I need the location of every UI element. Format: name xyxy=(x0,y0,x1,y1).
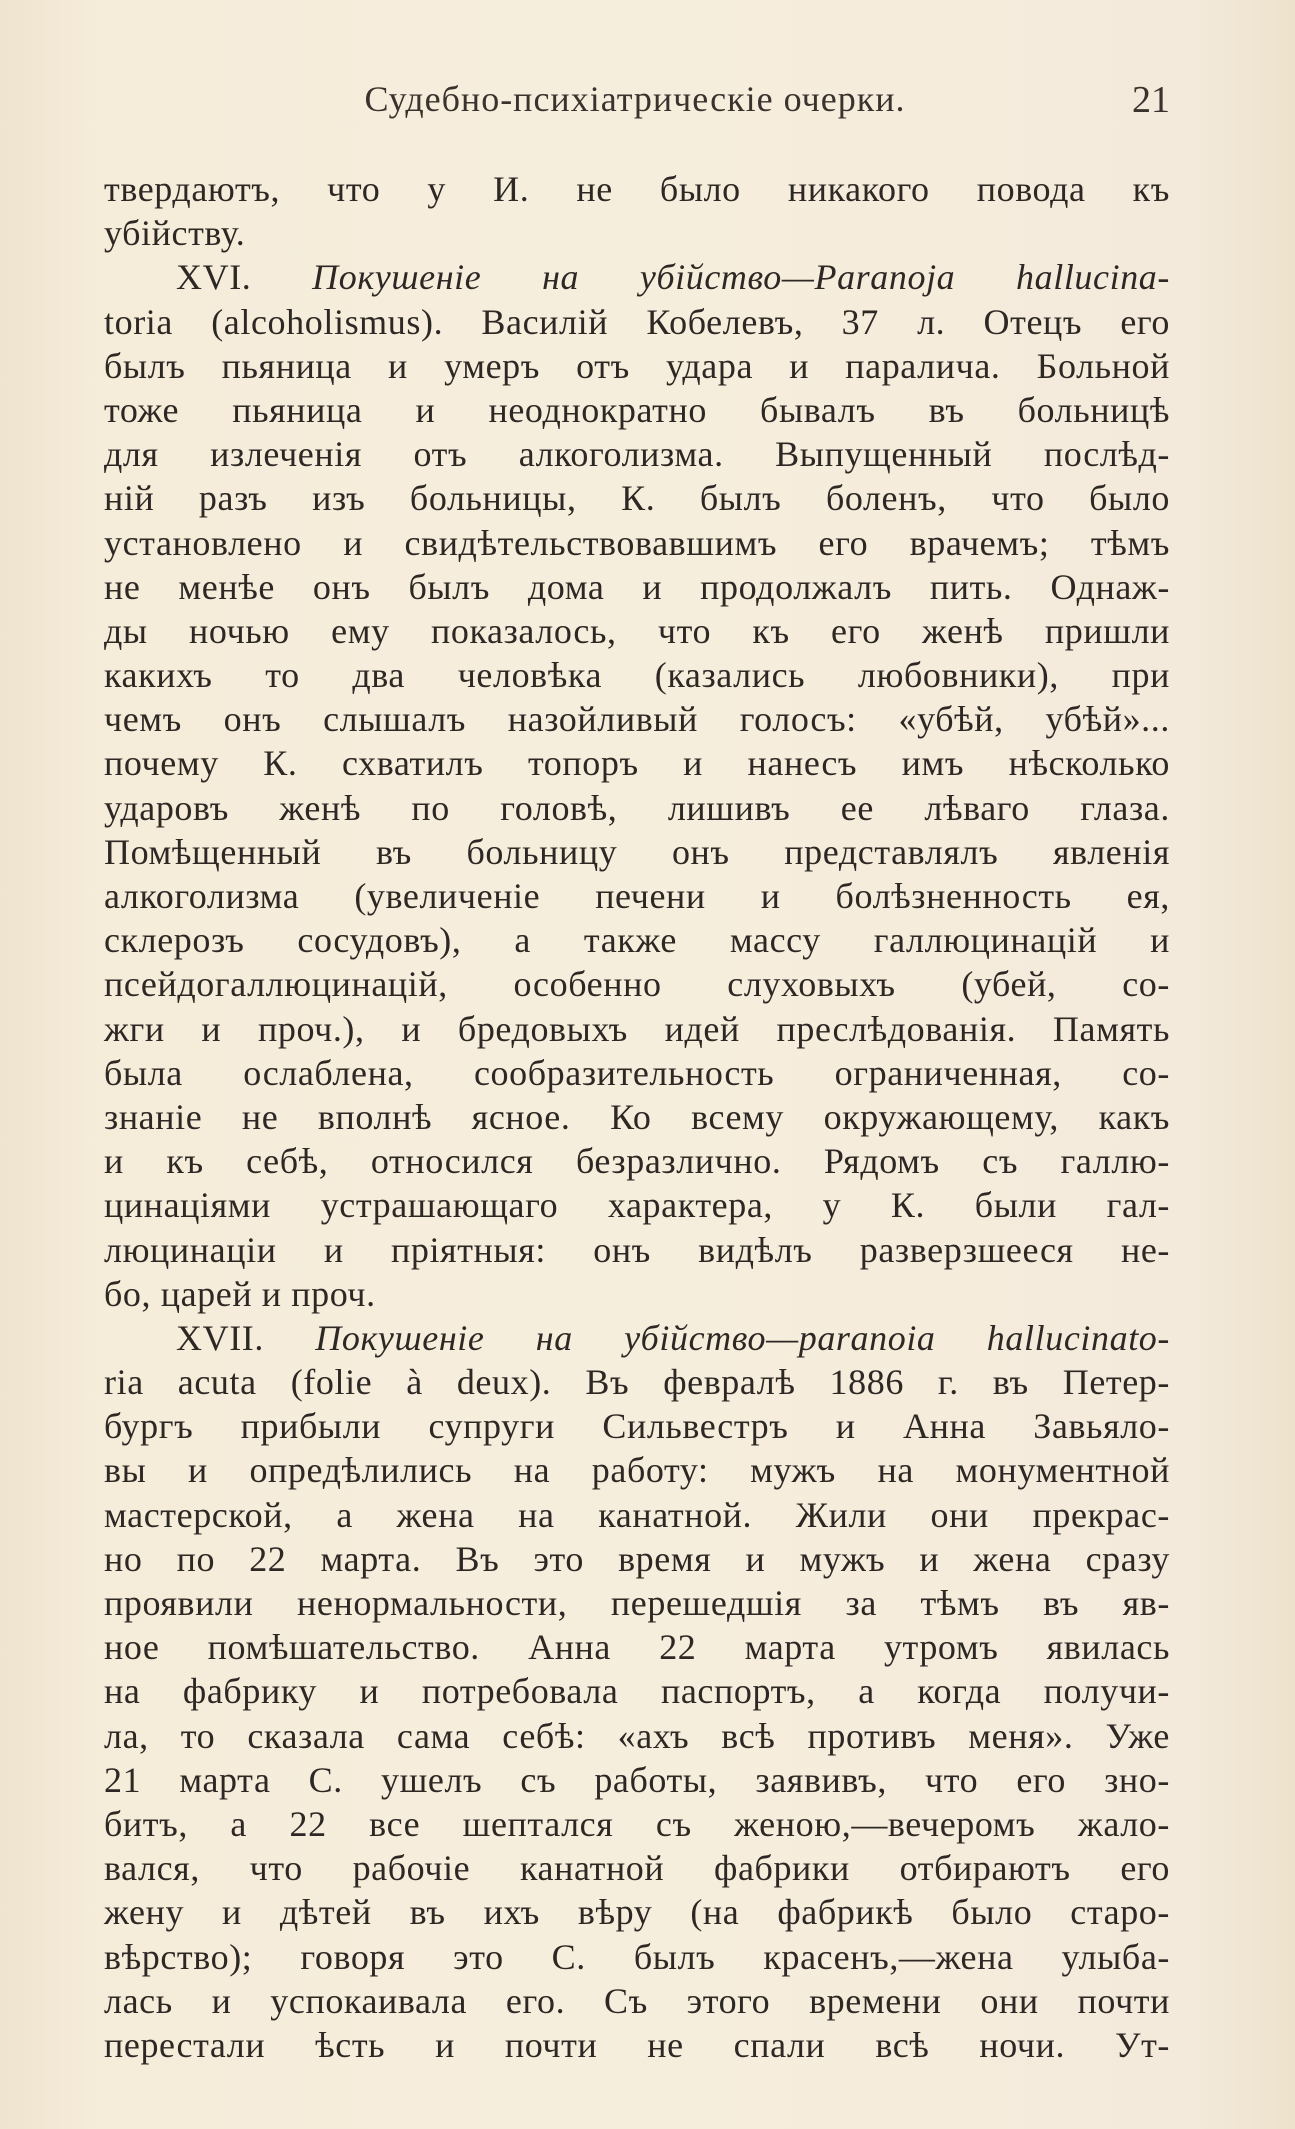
text-line: ній разъ изъ больницы, К. былъ боленъ, что было xyxy=(104,478,1170,519)
page-number: 21 xyxy=(1132,79,1170,121)
text-line: вѣрство); говоря это С. былъ красенъ,—жена улыба- xyxy=(104,1936,1170,1977)
text-line: жену и дѣтей въ ихъ вѣру (на фабрикѣ было старо- xyxy=(104,1892,1170,1933)
text-line: люцинаціи и пріятныя: онъ видѣлъ разверзшееся не- xyxy=(104,1229,1170,1270)
text-line: тоже пьяница и неоднократно бывалъ въ больницѣ xyxy=(104,389,1170,430)
text-line: вался, что рабочіе канатной фабрики отбираютъ его xyxy=(104,1848,1170,1889)
text-line: ное помѣшательство. Анна 22 марта утромъ явилась xyxy=(104,1627,1170,1668)
running-title: Судебно-психіатрическіе очерки. xyxy=(364,79,906,119)
text-line: какихъ то два человѣка (казались любовники), при xyxy=(104,655,1170,696)
text-line: не менѣе онъ былъ дома и продолжалъ пить. Однаж- xyxy=(104,566,1170,607)
text-line: но по 22 марта. Въ это время и мужъ и жена сразу xyxy=(104,1538,1170,1579)
text-line: алкоголизма (увеличеніе печени и болѣзненность ея, xyxy=(104,876,1170,916)
section-number: XVII. xyxy=(176,1317,264,1358)
text-line: и къ себѣ, относился безразлично. Рядомъ съ галлю- xyxy=(104,1141,1170,1182)
text-line: установлено и свидѣтельствовавшимъ его врачемъ; тѣмъ xyxy=(104,522,1170,563)
running-header xyxy=(100,78,1170,138)
text-line: ria acuta (folie à deux). Въ февралѣ 1886 г. въ Петер- xyxy=(104,1362,1170,1403)
section-title: Покушеніе на убійство—Paranoja hallucina- xyxy=(312,257,1170,298)
text-line: почему К. схватилъ топоръ и нанесъ имъ нѣсколько xyxy=(104,743,1170,784)
text-line: псейдогаллюцинацій, особенно слуховыхъ (убей, со- xyxy=(104,964,1170,1005)
section-number: XVI. xyxy=(176,257,252,298)
text-line: знаніе не вполнѣ ясное. Ко всему окружающему, какъ xyxy=(104,1096,1170,1137)
section-heading-16 xyxy=(104,255,1170,299)
text-line: мастерской, а жена на канатной. Жили они прекрас- xyxy=(104,1494,1170,1535)
text-line: проявили ненормальности, перешедшія за тѣмъ въ яв- xyxy=(104,1583,1170,1623)
text-line: цинаціями устрашающаго характера, у К. были гал- xyxy=(104,1185,1170,1226)
page-body xyxy=(104,167,1170,2067)
text-line: ла, то сказала сама себѣ: «ахъ всѣ противъ меня». Уже xyxy=(104,1715,1170,1756)
text-line: для излеченія отъ алкоголизма. Выпущенный послѣд- xyxy=(104,434,1170,475)
text-line: битъ, а 22 все шептался съ женою,—вечеромъ жало- xyxy=(104,1803,1170,1844)
text-line: 21 марта С. ушелъ съ работы, заявивъ, что его зно- xyxy=(104,1759,1170,1800)
text-line: Помѣщенный въ больницу онъ представлялъ явленія xyxy=(104,831,1170,872)
text-line: бургъ прибыли супруги Сильвестръ и Анна Завьяло- xyxy=(104,1406,1170,1447)
text-line: чемъ онъ слышалъ назойливый голосъ: «убѣй, убѣй»... xyxy=(104,699,1170,740)
text-line: бо, царей и проч. xyxy=(104,1273,376,1314)
text-line: лась и успокаивала его. Съ этого времени они почти xyxy=(104,1980,1170,2021)
text-line: склерозъ сосудовъ), а также массу галлюцинацій и xyxy=(104,920,1170,961)
text-line: ды ночью ему показалось, что къ его женѣ пришли xyxy=(104,610,1170,651)
text-line: toria (alcoholismus). Василій Кобелевъ, 37 л. Отецъ его xyxy=(104,301,1170,342)
text-line: на фабрику и потребовала паспортъ, а когда получи- xyxy=(104,1671,1170,1712)
text-line: былъ пьяница и умеръ отъ удара и паралича. Больной xyxy=(104,345,1170,386)
section-heading-17 xyxy=(104,1316,1170,1360)
text-line: жги и проч.), и бредовыхъ идей преслѣдованія. Память xyxy=(104,1008,1170,1049)
text-line: перестали ѣсть и почти не спали всѣ ночи. Ут- xyxy=(104,2024,1170,2065)
text-line: вы и опредѣлились на работу: мужъ на монументной xyxy=(104,1450,1170,1491)
text-line: убійству. xyxy=(104,213,246,254)
text-line: ударовъ женѣ по головѣ, лишивъ ее лѣваго глаза. xyxy=(104,787,1170,828)
section-title: Покушеніе на убійство—paranoia hallucinato- xyxy=(315,1317,1170,1358)
text-line: была ослаблена, сообразительность ограниченная, со- xyxy=(104,1052,1170,1093)
text-line: твердаютъ, что у И. не было никакого повода къ xyxy=(104,169,1170,209)
